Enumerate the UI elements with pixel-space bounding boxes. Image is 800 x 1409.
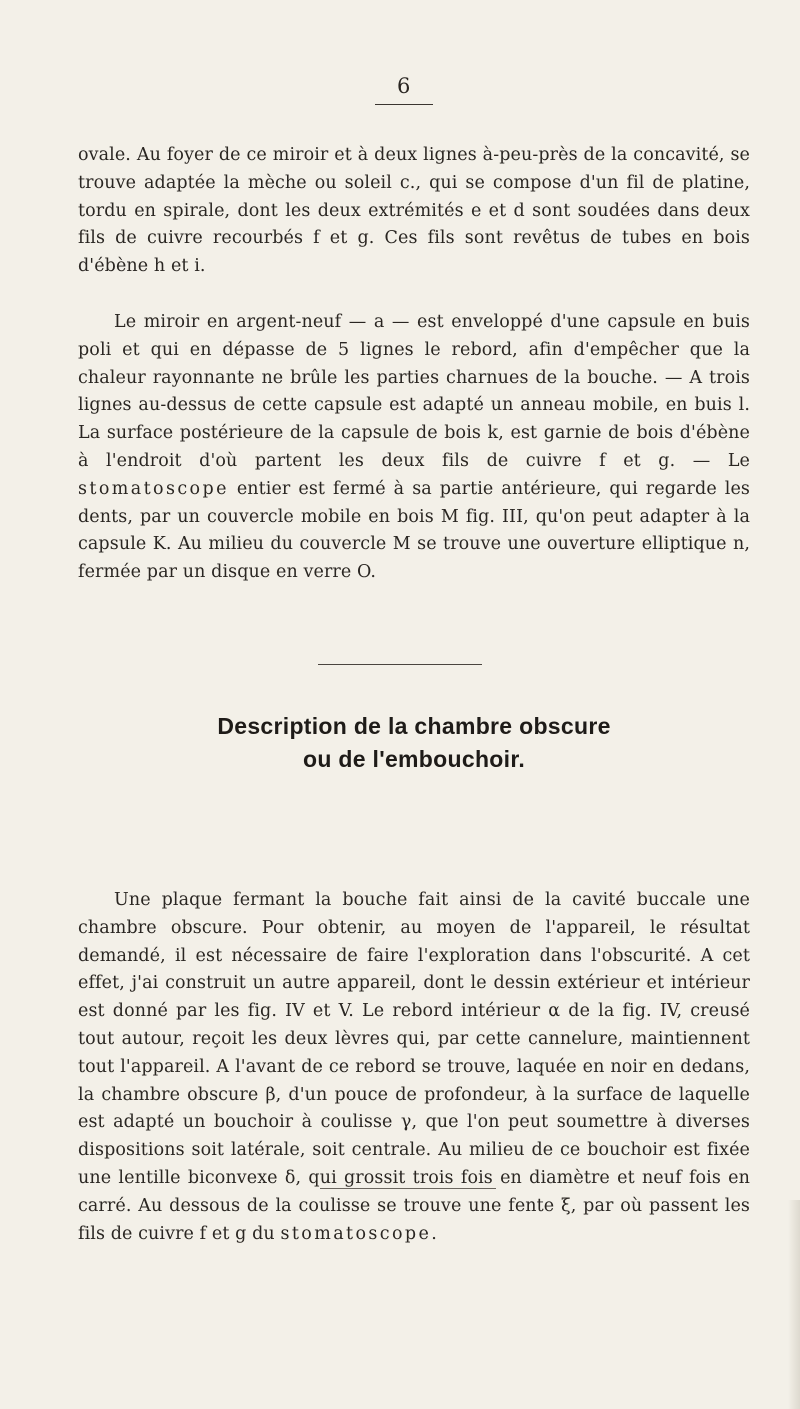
section-heading-line2: ou de l'embouchoir.: [302, 746, 526, 772]
paragraph-miroir: [78, 309, 750, 587]
spaced-term: stomatoscope: [280, 1223, 432, 1244]
section-divider: [318, 664, 482, 665]
page-number: 6: [397, 74, 411, 98]
spaced-term: stomatoscope: [78, 478, 229, 499]
section-heading-line1: Description de la chambre obscure: [217, 713, 611, 739]
paragraph-chambre-text-b: .: [431, 1223, 437, 1244]
paragraph-chambre-text-a: Une plaque fermant la bouche fait ainsi de la cavité buccale une chambre obscure. Pour obtenir, au moyen de l'appareil, le résultat demandé, il est nécessaire de faire l'exploration dans l'obscurité. A cet effet, j'ai construit un autre appareil, dont le dessin extérieur et intérieur est donné par les fig. IV et V. Le rebord intérieur α de la fig. IV, creusé tout autour, reçoit les deux lèvres qui, par cette cannelure, maintiennent tout l'appareil. A l'avant de ce rebord se trouve, laquée en noir en dedans, la chambre obscure β, d'un pouce de profondeur, à la surface de laquelle est adapté un bouchoir à coulisse γ, que l'on peut soumettre à diverses dispositions soit latérale, soit centrale. Au milieu de ce bouchoir est fixée une lentille biconvexe δ, qui grossit trois fois en diamètre et neuf fois en carré. Au dessous de la coulisse se trouve une fente ξ, par où passent les fils de cuivre f et g du: [78, 890, 750, 1244]
paragraph-chambre-obscure: [78, 887, 750, 1248]
paragraph-miroir-text-b: entier est fermé à sa partie antérieure, qui regarde les dents, par un couvercle mobile en bois M fig. III, qu'on peut adapter à la capsule K. Au milieu du couvercle M se trouve une ouverture elliptique n, fermée par un disque en verre O.: [78, 478, 750, 583]
paragraph-miroir-text-a: Le miroir en argent-neuf — a — est enveloppé d'une capsule en buis poli et qui en dépasse de 5 lignes le rebord, afin d'empêcher que la chaleur rayonnante ne brûle les parties charnues de la bouche. — A trois lignes au-dessus de cette capsule est adapté un anneau mobile, en buis l. La surface postérieure de la capsule de bois k, est garnie de bois d'ébène à l'endroit d'où partent les deux fils de cuivre f et g. — Le: [78, 312, 750, 471]
page-edge-shadow: [788, 1200, 800, 1409]
page-number-underline: [375, 104, 433, 105]
end-divider: [320, 1188, 496, 1189]
paragraph-continuation: ovale. Au foyer de ce miroir et à deux lignes à-peu-près de la concavité, se trouve adaptée la mèche ou soleil c., qui se compose d'un fil de platine, tordu en spirale, dont les deux extrémités e et d sont soudées dans deux fils de cuivre recourbés f et g. Ces fils sont revêtus de tubes en bois d'ébène h et i.: [78, 145, 750, 277]
